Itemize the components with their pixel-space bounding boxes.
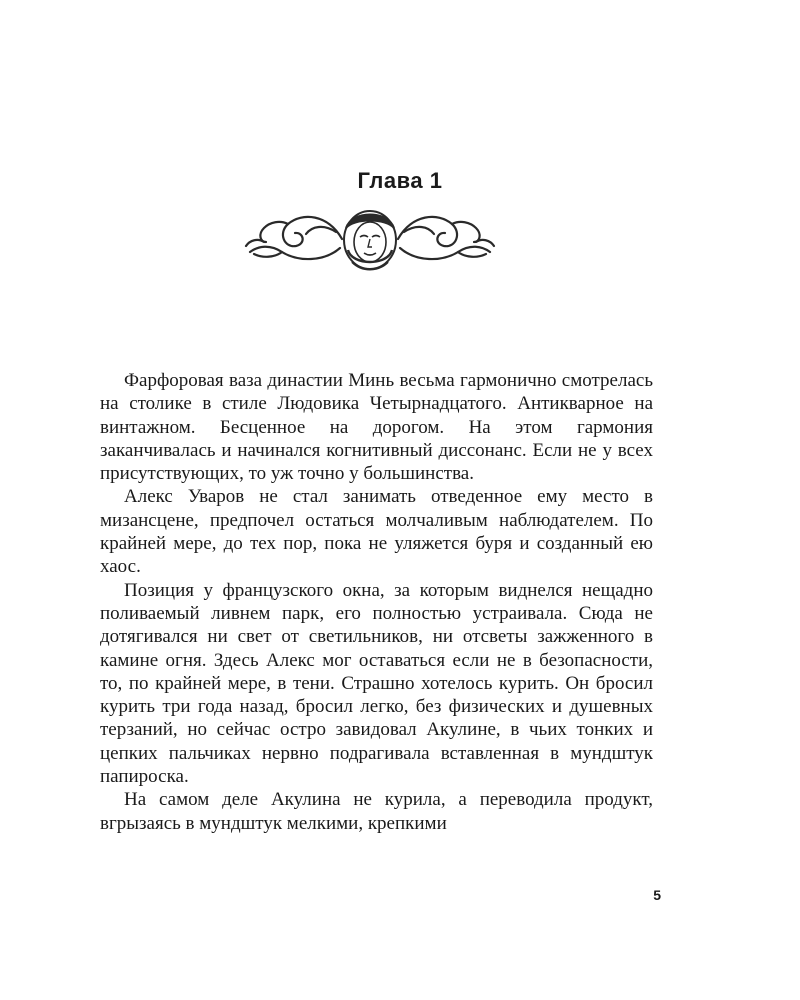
chapter-title: Глава 1: [357, 168, 443, 193]
paragraph-1: Фарфоровая ваза династии Минь весьма гармонично смотрелась на столике в стиле Людовика Четырнадцатого. Антикварное на винтажном. Бесценное на дорогом. На этом гармония заканчивалась и начинался когнитивный диссонанс. Если не у всех присутствующих, то уж точно у большинства.: [100, 370, 653, 485]
paragraph-2: Алекс Уваров не стал занимать отведенное ему место в мизансцене, предпочел остаться молчаливым наблюдателем. По крайней мере, до тех пор, пока не уляжется буря и созданный ею хаос.: [100, 486, 653, 578]
paragraph-4: На самом деле Акулина не курила, а переводила продукт, вгрызаясь в мундштук мелкими, крепкими: [100, 789, 653, 834]
page-number: 5: [653, 887, 661, 903]
baroque-face-ornament-icon: [240, 206, 500, 272]
body-text: [100, 369, 653, 835]
paragraph-3: Позиция у французского окна, за которым виднелся нещадно поливаемый ливнем парк, его полностью устраивала. Сюда не дотягивался ни свет от светильников, ни отсветы зажженного в камине огня. Здесь Алекс мог оставаться если не в безопасности, то, по крайней мере, в тени. Страшно хотелось курить. Он бросил курить три года назад, бросил легко, без физических и душевных терзаний, но сейчас остро завидовал Акулине, в чьих тонких и цепких пальчиках нервно подрагивала вставленная в мундштук папироска.: [100, 579, 653, 788]
